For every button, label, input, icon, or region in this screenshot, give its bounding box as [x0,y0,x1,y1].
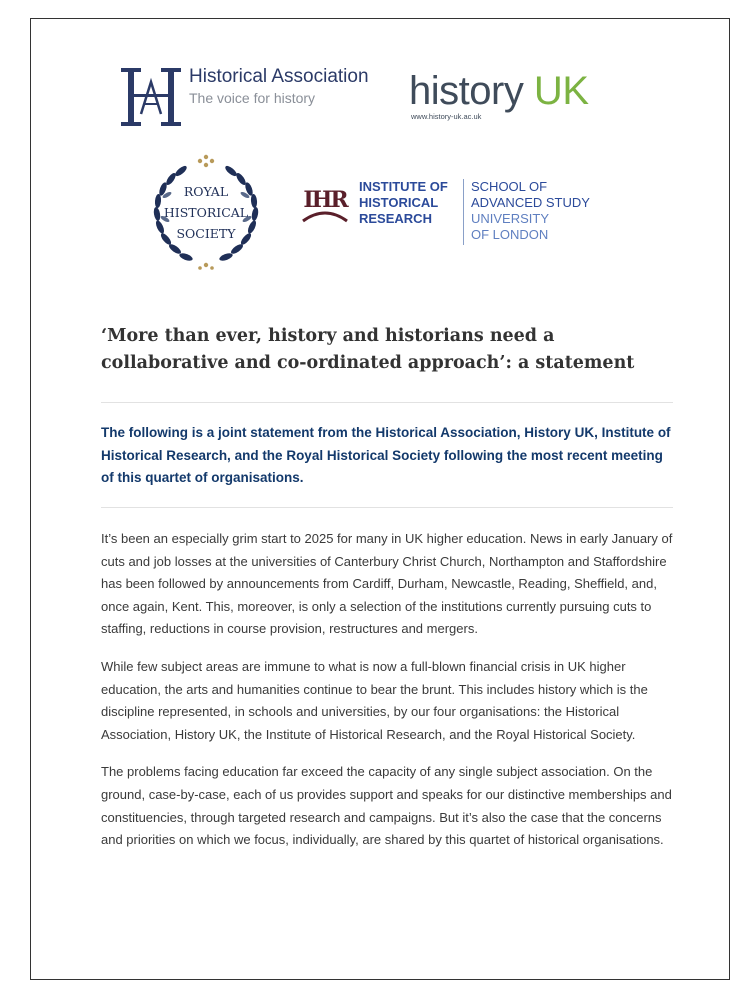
rhs-line2: HISTORICAL [163,205,249,220]
ihr-line3: RESEARCH [359,211,432,226]
sas-line4: OF LONDON [471,227,549,242]
sas-line1: SCHOOL OF [471,179,548,194]
laurel-wreath-icon [143,149,269,275]
divider-bottom [101,507,673,508]
ihr-line1: INSTITUTE OF [359,179,448,194]
royal-historical-society-logo[interactable] [143,149,269,275]
article-lead: The following is a joint statement from the Historical Association, History UK, Institute of Historical Research, and the Royal Historical Society following the most recent meeting of this quartet of organisations. [101,425,671,485]
rhs-line3: SOCIETY [176,226,236,241]
sas-text-block [471,179,590,243]
historical-association-logo[interactable] [119,64,399,134]
ihr-line2: HISTORICAL [359,195,439,210]
sas-line2: ADVANCED STUDY [471,195,590,210]
history-uk-word-history: history [409,69,524,113]
ha-tagline: The voice for history [189,90,316,106]
logo-divider [463,179,464,245]
divider-top [101,402,673,403]
history-uk-logo[interactable] [409,71,609,131]
ihr-monogram-icon [301,183,349,227]
history-uk-wordmark [409,71,609,111]
ihr-text-block [359,179,448,227]
ihr-mark-text: IHR [303,187,347,213]
body-paragraph-3: The problems facing education far exceed the capacity of any single subject association. On the ground, case-by-case, each of us provides support and speaks for our distinctive memberships and constituencies, through targeted research and campaigns. But it’s also the case that the concerns and priorities on which we focus, individually, are shared by this quartet of historical organisations. [101,764,672,848]
ihr-sas-logo[interactable] [301,179,631,259]
body-paragraph-2: While few subject areas are immune to what is now a full-blown financial crisis in UK higher education, the arts and humanities continue to bear the brunt. This includes history which is the discipline represented, in schools and universities, by our four organisations: the Historical Association, History UK, the Institute of Historical Research, and the Royal Historical Society. [101,658,648,742]
article-title: ‘More than ever, history and historians need a collaborative and co-ordinated approach’: a statement [101,326,635,373]
history-uk-url: www.history-uk.ac.uk [411,112,482,121]
history-uk-word-uk: UK [523,69,589,113]
body-paragraph-1: It’s been an especially grim start to 2025 for many in UK higher education. News in early January of cuts and job losses at the universities of Canterbury Christ Church, Northampton and Staffordshire has been followed by announcements from Cardiff, Durham, Newcastle, Reading, Sheffield, and, once again, Kent. This, moreover, is only a selection of the institutions currently pursuing cuts to staffing, reductions in course provision, restructures and mergers. [101,531,673,637]
article-body [101,528,677,867]
ha-name: Historical Association [189,66,369,87]
sas-line3: UNIVERSITY [471,211,550,226]
ha-monogram-icon [119,64,183,128]
rhs-line1: ROYAL [183,184,229,199]
document-page [30,18,730,980]
